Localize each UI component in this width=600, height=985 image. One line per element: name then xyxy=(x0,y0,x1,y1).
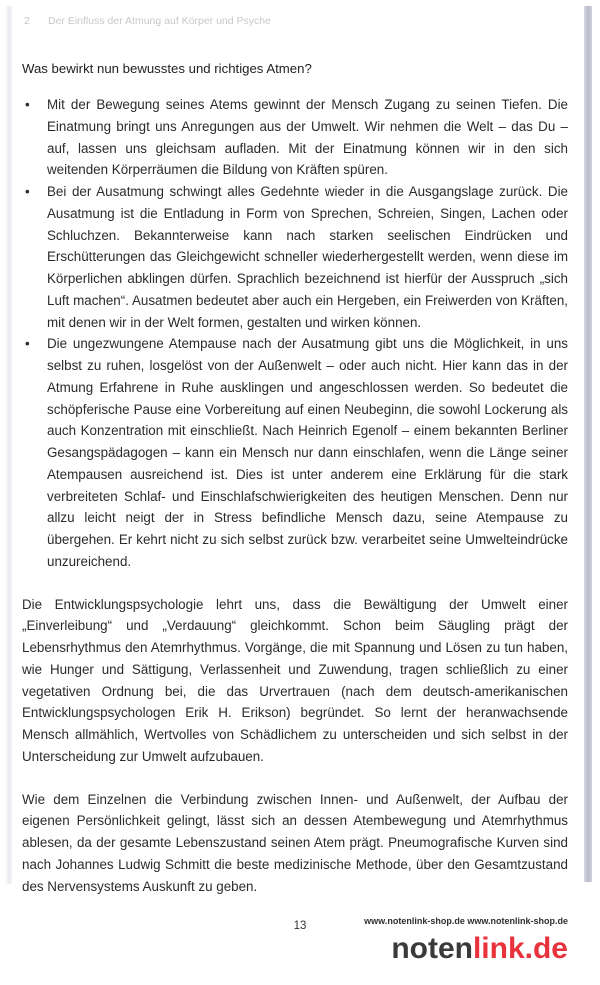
watermark-stamp xyxy=(318,915,568,979)
section-heading: Was bewirkt nun bewusstes und richtiges Atmen? xyxy=(22,61,312,76)
page-footer xyxy=(22,915,568,985)
bullet-item xyxy=(22,333,568,572)
page-number: 13 xyxy=(293,920,307,933)
chapter-title: Der Einfluss der Atmung auf Körper und Psyche xyxy=(48,15,271,27)
paragraph: Wie dem Einzelnen die Verbindung zwischen Innen- und Außenwelt, der Aufbau der eigenen Persönlichkeit gelingt, lässt sich an dessen Atembewegung und Atemrhythmus ablesen, da der gesamte Lebenszustand seinen Atem prägt. Pneumografische Kurven sind nach Johannes Ludwig Schmitt die beste medizinische Methode, über den Gesamtzustand des Nervensystems Auskunft zu geben. xyxy=(22,791,568,894)
body-content xyxy=(22,94,568,897)
bullet-text: Mit der Bewegung seines Atems gewinnt der Mensch Zugang zu seinen Tiefen. Die Einatmung bringt uns Anregungen aus der Umwelt. Wir nehmen die Welt – das Du – auf, lassen uns gleichsam aufladen. Mit der Einatmung können wir in den sich weitenden Körperräumen die Bildung von Kräften spüren. xyxy=(47,97,568,178)
bullet-icon: • xyxy=(25,97,30,112)
watermark-ring-text: www.notenlink-shop.de www.notenlink-shop.de xyxy=(364,916,568,927)
bullet-item xyxy=(22,94,568,181)
page-edge-right xyxy=(584,6,592,882)
bullet-text: Die ungezwungene Atempause nach der Ausatmung gibt uns die Möglichkeit, in uns selbst zu ruhen, losgelöst von der Außenwelt – oder auch nicht. Hier kann das in der Atmung Erfahrene in Ruhe ausklingen und angeschlossen werden. So bedeutet die schöpferische Pause eine Vorbereitung auf einen Neubeginn, die sowohl Lockerung als auch Konzentration mit einschließt. Nach Heinrich Egenolf – einem bekannten Berliner Gesangspädagogen – kann ein Mensch nur dann einschlafen, wenn die Länge seiner Atempausen ausreichend ist. Dies ist unter anderem eine Erklärung für die stark verbreiteten Schlaf- und Einschlafschwierigkeiten des heutigen Menschen. Denn nur allzu leicht neigt der in Stress befindliche Mensch dazu, seine Atempause zu übergehen. Er kehrt nicht zu sich selbst zurück bzw. verarbeitet seine Umwelteindrücke unzureichend. xyxy=(47,336,568,569)
watermark-brand-dark: noten xyxy=(391,932,473,966)
bullet-list xyxy=(22,94,568,573)
bullet-icon: • xyxy=(25,336,30,352)
bullet-text: Bei der Ausatmung schwingt alles Gedehnte wieder in die Ausgangslage zurück. Die Ausatmung ist die Entladung in Form von Sprechen, Schreien, Singen, Lachen oder Schluchzen. Bekannterweise kann nach starken seelischen Eindrücken und Erschütterungen das Gleichgewicht schneller wiederhergestellt werden, wenn diese im Körperlichen abklingen dürfen. Sprachlich bezeichnend ist hierfür der Ausspruch „sich Luft machen“. Ausatmen bedeutet aber auch ein Hergeben, ein Freiwerden von Kräften, mit denen wir in der Welt formen, gestalten und wirken können. xyxy=(47,184,568,330)
bullet-item xyxy=(22,181,568,333)
watermark-brand-red: link.de xyxy=(472,932,568,966)
page-edge-left xyxy=(5,6,12,884)
page xyxy=(22,0,568,985)
watermark-brand xyxy=(318,931,568,967)
paragraph: Die Entwicklungspsychologie lehrt uns, dass die Bewältigung der Umwelt einer „Einverleibung“ und „Verdauung“ gleichkommt. Schon beim Säugling prägt der Lebensrhythmus den Atemrhythmus. Vorgänge, die mit Spannung und Lösen zu tun haben, wie Hunger und Sättigung, Verlassenheit und Zuwendung, tragen schließlich zu einer vegetativen Ordnung bei, die das Urvertrauen (nach dem deutsch-amerikanischen Entwicklungspsychologen Erik H. Erikson) begründet. So lernt der heranwachsende Mensch allmählich, Wertvolles von Schädlichem zu unterscheiden und sich selbst in der Unterscheidung zur Umwelt aufzubauen. xyxy=(22,596,568,764)
bullet-icon: • xyxy=(25,184,30,199)
chapter-number: 2 xyxy=(24,15,30,27)
running-head xyxy=(24,14,568,28)
